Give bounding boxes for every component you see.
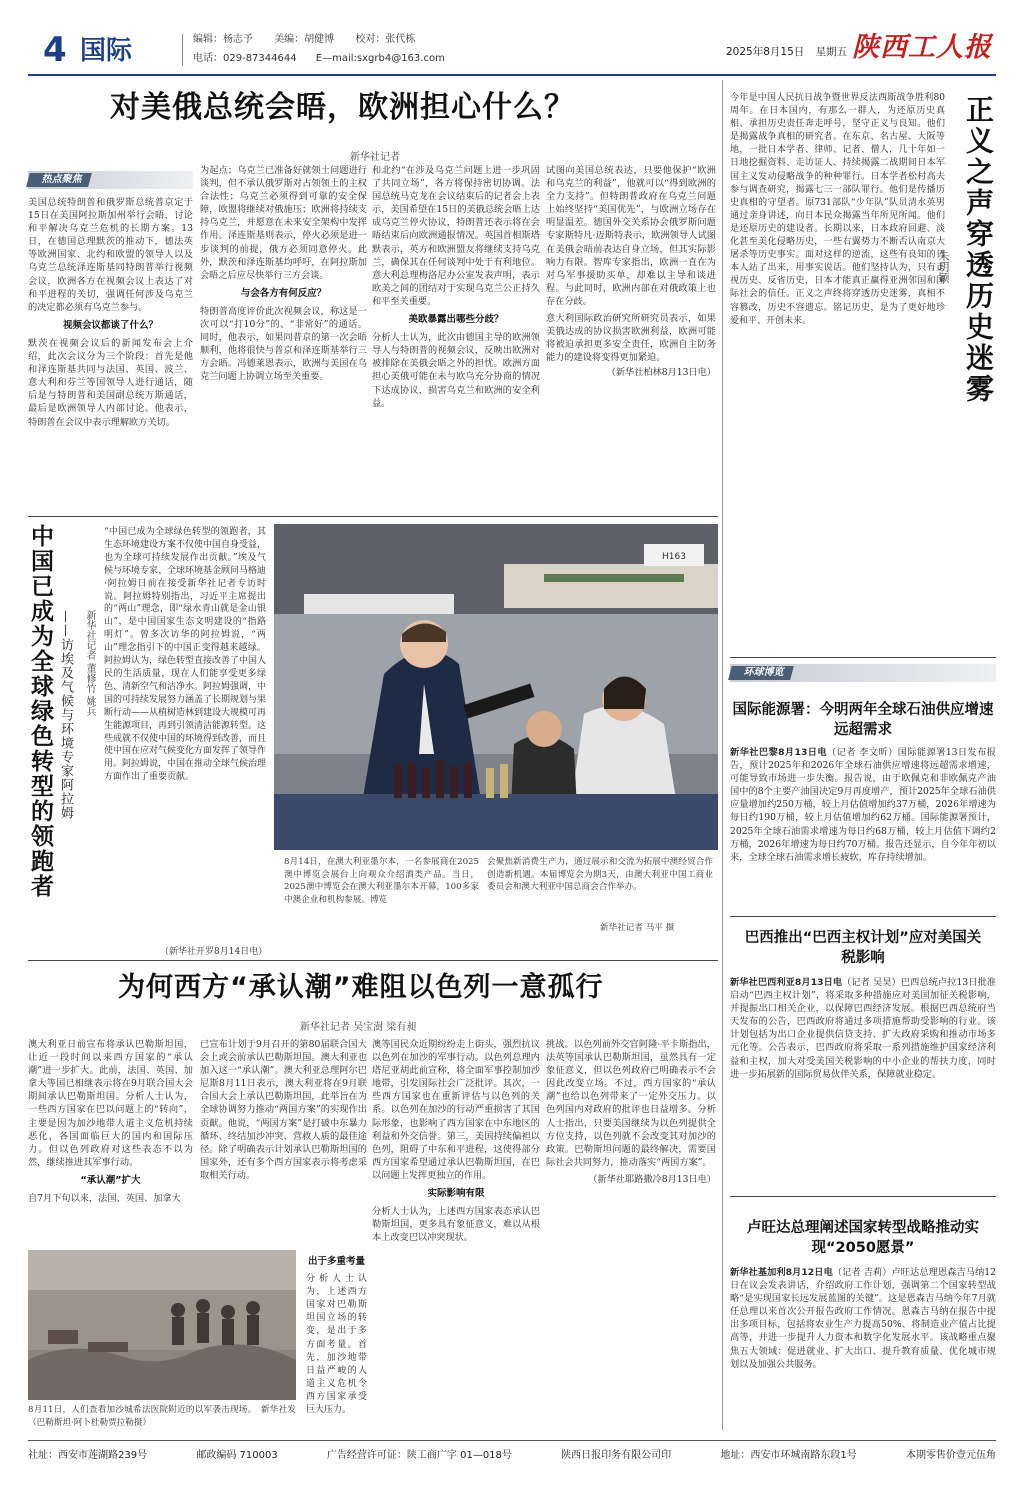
footer-printer: 陕西日报印务有限公司印 xyxy=(561,1450,672,1461)
header-rule xyxy=(28,74,996,76)
footer-address: 社址：西安市莲湖路239号 xyxy=(28,1450,148,1461)
news1-dateline: 新华社巴黎8月13日电 xyxy=(730,747,828,758)
article1-para7: 试图向美国总统表达，只要他保护“欧洲和乌克兰的利益”，他就可以“得到欧洲的全力支持”。但特朗普政府在乌克兰问题上始终坚持“美国优先”，与欧洲立场存在明显温差。德国外交关系协会俄罗斯问题专家斯特凡·迈斯特表示，欧洲领导人试图在美俄会晤前表达自身立场，但其实际影响力有限。智库专家指出，欧洲一直在为对乌军事援助买单，却难以主导和谈进程。与此同时，欧洲内部在对俄政策上也存在分歧。 xyxy=(546,165,716,307)
article2-body: “中国已成为全球绿色转型的领跑者，其生态环境建设方案不仅使中国自身受益，也为全球可持续发展作出贡献。”埃及气候与环境专家、全球环境基金顾问马格迪·阿拉姆日前在接受新华社记者专访时说。阿拉姆特别指出，习近平主席提出的“两山”理念，即“绿水青山就是金山银山”，是中国国家生态文明建设的“指路明灯”。曾多次访华的阿拉姆说，“两山”理念指引下的中国正变得越来越绿。阿拉姆认为，绿色转型直接改善了中国人民的生活质量，现在人们能享受更多绿色、清新空气和洁净水。阿拉姆强调，中国的可持续发展努力涵盖了长期规划与果断行动——从植树造林到建设大规模可再生能源项目，再到引领清洁能源转型。这些成就不仅使中国的环境得到改善，而且使中国在应对气候变化方面发挥了领导作用。阿拉姆说，中国在推动全球气候治理方面作出了重要贡献。 xyxy=(104,527,266,783)
hot-focus-bar xyxy=(28,171,193,189)
article1-credit: （新华社柏林8月13日电） xyxy=(606,367,716,379)
editor-credit: 编辑：杨志予 xyxy=(193,34,253,45)
page-number: 4 xyxy=(43,30,67,70)
article1-headline: 对美俄总统会晤，欧洲担心什么？ xyxy=(110,90,575,125)
news3-body xyxy=(730,1266,996,1432)
news1-headline xyxy=(730,700,996,740)
article3-para5: 澳等国民众近期纷纷走上街头，强烈抗议以色列在加沙的军事行动。以色列总理内塔尼亚胡此前宣称，将全面军事控制加沙地带，引发国际社会广泛批评。其次，一些西方国家也在重新评估与以色列的关系。以色列在加沙的行动严重损害了其国际形象，也影响了西方国家在中东地区的利益和外交信誉。第三，美国持续偏袒以色列，阻碍了中东和平进程，这使得部分西方国家希望通过承认巴勒斯坦国，在巴以问题上发挥更独立的作用。 xyxy=(372,1039,540,1181)
footer-print-address: 地址：西安市环城南路东段1号 xyxy=(720,1450,857,1461)
booth-number: H163 xyxy=(662,552,686,562)
article1-para4: 特朗普高度评价此次视频会议，称这是一次可以“打10分”的、“非常好”的通话。同时，他表示，如果同普京的第一次会晤顺利，他将很快与普京和泽连斯基举行三方会晤。冯德莱恩表示，欧洲与美国在乌克兰问题上协调立场至关重要。 xyxy=(200,305,367,383)
page-header xyxy=(0,28,1024,74)
photo1-caption-col1: 8月14日，在澳大利亚墨尔本，一名参展商在2025澳中博览会展台上向观众介绍酒类产品。当日，2025澳中博览会在澳大利亚墨尔本开幕，100多家中澳企业和机构参展。博览 xyxy=(284,857,479,905)
env-bar xyxy=(730,664,996,682)
footer xyxy=(28,1446,996,1461)
news1-title: 国际能源署：今明两年全球石油供应增速远超需求 xyxy=(732,702,994,738)
article1-para6: 分析人士认为，此次由德国主导的欧洲领导人与特朗普的视频会议，反映出欧洲对被排除在美俄会晤之外的担忧。欧洲方面担心美俄可能在未与欧乌充分协商的情况下达成协议，损害乌克兰和欧洲的安全利益。 xyxy=(372,332,540,409)
article1-para1: 美国总统特朗普和俄罗斯总统普京定于15日在美国阿拉斯加州举行会晤，讨论和平解决乌克兰危机的长期方案。13日，在德国总理默茨的推动下，德法英等欧洲国家、北约和欧盟的领导人以及乌克兰总统泽连斯基同特朗普举行视频会议，欧洲各方在视频会议上表达了对和平进程的关切，强调任何涉及乌克兰的决定都必须有乌克兰参与。 xyxy=(28,197,193,313)
email: E—mail:sxgrb4@163.com xyxy=(315,53,445,64)
news2-dateline: 新华社巴西利亚8月13日电 xyxy=(730,977,843,988)
article3-subhead3: 实际影响有限 xyxy=(427,1188,485,1200)
article1-col4 xyxy=(546,164,716,512)
article3-para1: 澳大利亚日前宣布将承认巴勒斯坦国，让近一段时间以来西方国家的“承认潮”进一步扩大。此前，法国、英国、加拿大等国已相继表示将在9月联合国大会期间承认巴勒斯坦国。分析人士认为，一些西方国家在巴以问题上的“转向”，主要是因为加沙地带人道主义危机持续恶化，各国面临巨大的国内和国际压力。但以色列政府对这些表态不以为然，继续推进其军事行动。 xyxy=(28,1039,193,1168)
article1-para5: 和北约“在涉及乌克兰问题上进一步巩固了共同立场”，各方将保持密切协调。法国总统马克龙在会议结束后的记者会上表示，美国希望在15日的美俄总统会晤上达成乌克兰停火协议，特朗普还表示将在会晤结束后向欧洲通报情况。英国首相斯塔默表示，英方和欧洲盟友将继续支持乌克兰，确保其在任何谈判中处于有利地位。意大利总理梅洛尼办公室发表声明，表示欧美之间的团结对于实现乌克兰公正持久和平至关重要。 xyxy=(372,165,540,307)
middle-rule xyxy=(28,960,718,961)
hot-focus-tag: 热点聚焦 xyxy=(26,173,92,187)
footer-license: 广告经营许可证：陕工商广字 01—018号 xyxy=(326,1450,512,1461)
opinion-body: 今年是中国人民抗日战争暨世界反法西斯战争胜利80周年。在日本国内，有那么一群人，为还原历史真相、承担历史责任奔走呼号，坚守正义与良知。他们是揭露战争真相的研究者。在东京、名古屋、大阪等地，一批日本学者、律师、记者、僧人，几十年如一日地挖掘资料、走访证人、持续揭露二战期间日本军国主义发动侵略战争的种种罪行。日本学者松村高夫参与调查研究，揭露七三一部队罪行。他们是传播历史真相的守望者。原731部队“少年队”队员清水英男通过亲身讲述，向日本民众揭露当年所见所闻。他们是还原历史的建设者。长期以来，日本政府回避、淡化甚至美化侵略历史，一些右翼势力不断否认南京大屠杀等历史事实。面对这样的逆流，这些有良知的日本人站了出来，用事实说话。他们坚持认为，只有正视历史、反省历史，日本才能真正赢得亚洲邻国和国际社会的信任。正义之声终将穿透历史迷雾，真相不容篡改，历史不容遗忘。铭记历史，是为了更好地珍爱和平、开创未来。 xyxy=(730,93,945,326)
article1-col3 xyxy=(372,164,540,512)
header-divider xyxy=(182,34,183,66)
footer-price: 本期零售价壹元伍角 xyxy=(906,1450,996,1461)
news1-body xyxy=(730,746,996,910)
article1-para2: 默茨在视频会议后的新闻发布会上介绍，此次会议分为三个阶段：首先是他和泽连斯基共同与法国、英国、波兰、意大利和芬兰等国领导人进行通话，随后是与特朗普和美国副总统万斯通话，最后是欧洲领导人内部讨论。他表示，特朗普在会议中表示理解欧方关切。 xyxy=(28,337,193,428)
article3-para4: 分析人士认为，上述西方国家对巴勒斯坦国立场的转变，是出于多方面考量。首先，加沙地带日益严峻的人道主义危机令西方国家承受巨大压力。 xyxy=(306,1274,367,1416)
right-col-divider xyxy=(722,80,723,1430)
news2-title: 巴西推出“巴西主权计划”应对美国关税影响 xyxy=(744,930,982,966)
article2-byline: 新华社记者 董修竹 姚兵 xyxy=(84,610,95,717)
article3-para7: 挑战。以色列前外交官阿隆·平卡斯指出，法英等国承认巴勒斯坦国，虽然具有一定象征意义，但以色列政府已明确表示不会因此改变立场。不过，西方国家的“承认潮”也给以色列带来了一定外交压力。以色列国内对政府的批评也日益增多。分析人士指出，只要美国继续为以色列提供全方位支持，以色列就不会改变其对加沙的政策。巴勒斯坦问题的最终解决，需要国际社会共同努力，推动落实“两国方案”。 xyxy=(546,1039,716,1168)
news3-title: 卢旺达总理阐述国家转型战略推动实现“2050愿景” xyxy=(747,1220,979,1256)
issue-weekday: 星期五 xyxy=(815,46,848,58)
expo-photo xyxy=(274,524,718,850)
photo1-credit: 新华社记者 马平 摄 xyxy=(600,923,675,933)
section-name: 国际 xyxy=(80,36,133,66)
gaza-photo-caption: 8月11日，人们查看加沙城希法医院附近的以军袭击现场。 新华社发（巴勒斯坦·阿卜杜勒贾拉勒摄） xyxy=(28,1405,296,1428)
article1-col1 xyxy=(28,196,193,512)
article3-para3: 已宣布计划于9月召开的第80届联合国大会上或会前承认巴勒斯坦国。澳大利亚也加入这一“承认潮”。澳大利亚总理阿尔巴尼斯8月11日表示，澳大利亚将在9月联合国大会上承认巴勒斯坦国，此举旨在为全球协调努力推动“两国方案”的实现作出贡献。他说，“两国方案”是打破中东暴力循环、终结加沙冲突、营救人质的最佳途径。除了明确表示计划承认巴勒斯坦国的国家外，还有多个西方国家表示将考虑采取相关行动。 xyxy=(200,1039,367,1181)
news1-rule xyxy=(730,916,996,917)
gaza-photo xyxy=(28,1250,296,1400)
opinion-bottom-rule xyxy=(730,657,996,658)
issue-date: 2025年8月15日 xyxy=(726,46,805,58)
gaza-photo-image xyxy=(28,1250,296,1400)
article1-subhead2: 与会各方有何反应？ xyxy=(240,287,327,299)
article3-col3 xyxy=(372,1038,540,1432)
article1-col2 xyxy=(200,164,367,512)
article3-col4 xyxy=(546,1038,716,1432)
article1-subhead1: 视频会议都谈了什么？ xyxy=(62,319,158,331)
article1-bottom-rule xyxy=(28,516,718,517)
article1-para3: 为起点；乌克兰已准备好就领土问题进行谈判，但不承认俄罗斯对占领领土的主权合法性；乌克兰必须得到可靠的安全保障，欧盟将继续对俄施压；欧洲将持续支持乌克兰，并愿意在未来安全架构中发挥作用。泽连斯基则表示，停火必须是进一步谈判的前提，俄方必须同意停火。此外，默茨和泽连斯基均呼吁，在阿拉斯加会晤之后应尽快举行三方会谈。 xyxy=(200,165,367,281)
article3-headline: 为何西方“承认潮”难阻以色列一意孤行 xyxy=(118,972,604,1003)
expo-photo-image xyxy=(274,524,718,850)
news2-rule xyxy=(730,1196,996,1197)
article3-credit: （新华社耶路撒冷8月13日电） xyxy=(588,1173,716,1185)
news2-body xyxy=(730,976,996,1194)
env-tag: 环球博览 xyxy=(728,666,794,680)
news1-text: （记者 李文昕）国际能源署13日发布报告，预计2025年和2026年全球石油供应增速将远超需求增速，可能导致市场进一步失衡。报告说，由于欧佩克和非欧佩克产油国中的8个主要产油国决定9月再度增产，预计2025年全球石油供应量增加约250万桶，较上月估值增加约37万桶，2026年增速为每日约190万桶，较上月估值增加约62万桶。国际能源署预计，2025年全球石油需求增速为每日约68万桶，较上月估值下调约2万桶，2026年增速为每日约70万桶。报告还显示，自今年年初以来，全球全球石油需求增长疲软，库存持续增加。 xyxy=(730,747,996,863)
article3-col2b xyxy=(306,1250,367,1432)
article1-byline: 新华社记者 xyxy=(350,152,400,163)
article2-subtitle: ——访埃及气候与环境专家阿拉姆 xyxy=(58,610,73,820)
article3-subhead2: 出于多重考量 xyxy=(307,1256,365,1267)
news3-headline xyxy=(740,1218,986,1258)
news3-text: （记者 吉莉）卢旺达总理恩森吉马纳12日在议会发表讲话，介绍政府工作计划，强调第二个国家转型战略“是实现国家长远发展蓝图的关键”。这是恩森吉马纳今年7月就任总理以来首次公开报告政府工作情况。恩森吉马纳在报告中提出多项目标，包括将农业生产力提高50%、将制造业产值占比提高等，并进一步提升人力资本和数字化发展水平。该战略重点聚焦五大领域：促进就业、扩大出口、提升教育质量、优化城市规划以及加强公共服务。 xyxy=(730,1267,996,1370)
article3-col1 xyxy=(28,1038,193,1248)
photo1-caption-col2: 会聚焦新消费生产力，通过展示和交流为拓展中澳经贸合作创造新机遇。本届博览会为期3天，由澳大利亚中国工商业委员会和澳大利亚中国总商会合作举办。 xyxy=(487,857,713,892)
article1-subhead3: 美欧暴露出哪些分歧？ xyxy=(408,314,504,326)
article3-subhead1: “承认潮”扩大 xyxy=(80,1174,141,1186)
designer-credit: 美编：胡健博 xyxy=(274,34,335,45)
news3-dateline: 新华社基加利8月12日电 xyxy=(730,1267,833,1278)
article3-para6: 分析人士认为，上述西方国家表态承认巴勒斯坦国，更多具有象征意义，难以从根本上改变巴以冲突现状。 xyxy=(372,1206,540,1244)
footer-rule xyxy=(28,1440,996,1441)
news2-text: （记者 吴昊）巴西总统卢拉13日批准启动“巴西主权计划”，将采取多种措施应对美国加征关税影响，并提振出口相关企业，以保障巴西经济发展。根据巴西总统府当天发布的公告，巴西政府将通过多项措施帮助受影响的行业。该计划包括为出口企业提供信贷支持、扩大政府采购和推动市场多元化等。公告表示，巴西政府将采取一系列措施维护国家经济利益和主权，加大对受美国关税影响的中小企业的帮扶力度，同时进一步拓展新的国际贸易伙伴关系，保障就业稳定。 xyxy=(730,977,996,1080)
article2-headline: 中国已成为全球绿色转型的领跑者 xyxy=(27,524,53,899)
article1-para8: 意大利国际政治研究所研究员表示，如果美俄达成的协议损害欧洲利益，欧洲可能将被迫承担更多安全责任，欧洲自主防务能力的建设将变得更加紧迫。 xyxy=(546,313,716,364)
news2-headline xyxy=(738,928,988,968)
article2-credit: （新华社开罗8月14日电） xyxy=(160,947,268,957)
phone: 电话：029-87344644 xyxy=(193,53,297,64)
footer-postcode: 邮政编码 710003 xyxy=(196,1450,278,1461)
opinion-author: 朱玥颖 xyxy=(937,250,950,283)
proof-credit: 校对：张代栋 xyxy=(355,34,416,45)
article3-col2 xyxy=(200,1038,367,1248)
masthead-logo: 陕西工人报 xyxy=(852,32,992,63)
article3-para2: 自7月下旬以来，法国、英国、加拿大 xyxy=(28,1193,181,1205)
article3-byline: 新华社记者 吴宝澍 梁有昶 xyxy=(300,1022,417,1033)
opinion-title: 正义之声穿透历史迷雾 xyxy=(962,95,995,405)
